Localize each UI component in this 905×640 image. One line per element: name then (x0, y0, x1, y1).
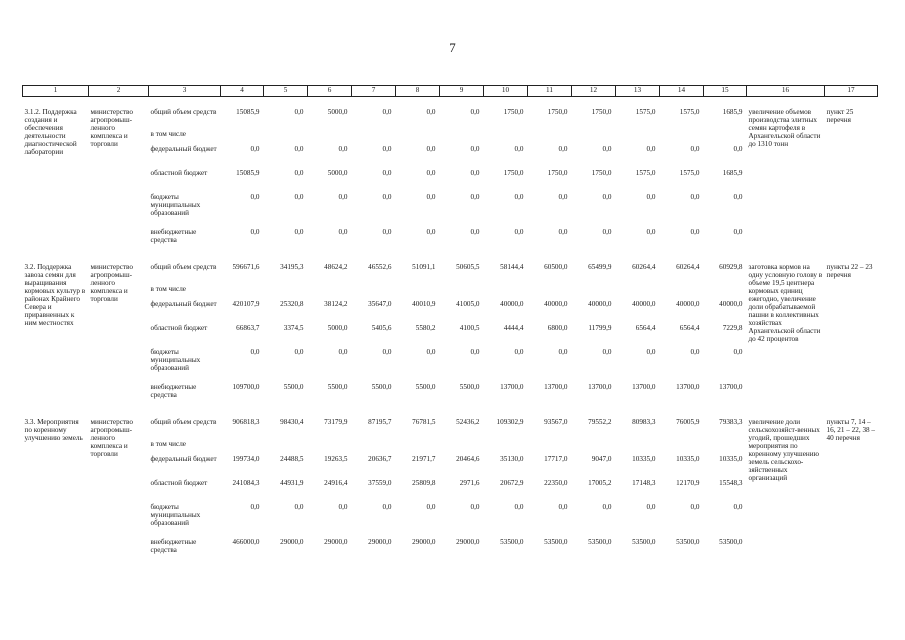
column-number: 3 (149, 86, 221, 97)
amount-cell: 1575,0 (635, 108, 656, 116)
amount-cell: 0,0 (294, 145, 304, 153)
amount-cell: 40000,0 (719, 300, 743, 308)
amount-cell (440, 285, 484, 300)
amount-cell: 17717,0 (544, 455, 568, 463)
amount-cell: 0,0 (294, 228, 304, 236)
amount-cell: 0,0 (338, 228, 348, 236)
amount-cell: 66863,7 (236, 324, 260, 332)
amount-cell (264, 285, 308, 300)
amount-cell: 5500,0 (283, 383, 304, 391)
amount-cell: 0,0 (426, 108, 436, 116)
funding-source: общий объем средств (150, 263, 217, 271)
amount-cell: 6564,4 (679, 324, 700, 332)
amount-cell: 52436,2 (456, 418, 480, 426)
amount-cell: 0,0 (294, 169, 304, 177)
amount-cell: 13700,0 (632, 383, 656, 391)
amount-cell: 48624,2 (324, 263, 348, 271)
amount-cell: 0,0 (558, 145, 568, 153)
amount-cell: 596671,6 (232, 263, 260, 271)
budget-table (22, 85, 878, 562)
funding-source: внебюджетные средства (150, 383, 197, 399)
amount-cell (264, 440, 308, 455)
amount-cell: 5500,0 (371, 383, 392, 391)
column-number: 9 (440, 86, 484, 97)
amount-cell (660, 440, 704, 455)
table-row (23, 108, 878, 130)
amount-cell: 22350,0 (544, 479, 568, 487)
amount-cell: 15085,9 (236, 169, 260, 177)
reference-note: пункты 7, 14 – 16, 21 – 22, 38 – 40 перечня (826, 418, 876, 442)
amount-cell: 15085,9 (236, 108, 260, 116)
funding-source: федеральный бюджет (150, 300, 217, 308)
amount-cell: 0,0 (426, 228, 436, 236)
amount-cell: 29000,0 (412, 538, 436, 546)
amount-cell (660, 285, 704, 300)
amount-cell (660, 130, 704, 145)
amount-cell: 0,0 (382, 108, 392, 116)
amount-cell: 0,0 (514, 193, 524, 201)
amount-cell: 0,0 (602, 348, 612, 356)
amount-cell: 46552,6 (368, 263, 392, 271)
amount-cell: 60500,0 (544, 263, 568, 271)
amount-cell: 12170,9 (676, 479, 700, 487)
amount-cell: 5500,0 (459, 383, 480, 391)
amount-cell: 29000,0 (456, 538, 480, 546)
amount-cell: 0,0 (382, 193, 392, 201)
amount-cell: 0,0 (426, 169, 436, 177)
page-number: 7 (449, 40, 456, 55)
amount-cell: 3374,5 (283, 324, 304, 332)
funding-source: бюджеты муниципальных образований (150, 348, 201, 372)
amount-cell: 0,0 (602, 145, 612, 153)
amount-cell (264, 130, 308, 145)
amount-cell (616, 440, 660, 455)
column-number: 10 (484, 86, 528, 97)
amount-cell: 13700,0 (500, 383, 524, 391)
amount-cell (396, 285, 440, 300)
amount-cell: 1750,0 (547, 108, 568, 116)
column-number: 5 (264, 86, 308, 97)
expected-result: заготовка кормов на одну условную голову в объеме 19,5 центнера кормовых единиц ежегодно, увеличение доли обрабатываемой пашни в коллективных хозяйствах Архангельской области до 42 процентов (748, 263, 823, 343)
amount-cell: 98430,4 (280, 418, 304, 426)
amount-cell: 15548,3 (719, 479, 743, 487)
amount-cell: 0,0 (426, 145, 436, 153)
amount-cell: 79383,3 (719, 418, 743, 426)
amount-cell: 0,0 (382, 145, 392, 153)
amount-cell: 6800,0 (547, 324, 568, 332)
amount-cell: 0,0 (426, 348, 436, 356)
amount-cell: 93567,0 (544, 418, 568, 426)
amount-cell (308, 285, 352, 300)
group-spacer (23, 252, 878, 263)
amount-cell: 0,0 (338, 348, 348, 356)
amount-cell: 40000,0 (676, 300, 700, 308)
amount-cell: 20636,7 (368, 455, 392, 463)
amount-cell: 0,0 (294, 108, 304, 116)
executor-name: министерство агропромыш-ленного комплекса и торговли (90, 263, 133, 303)
amount-cell: 34195,3 (280, 263, 304, 271)
amount-cell: 109700,0 (232, 383, 260, 391)
amount-cell: 60264,4 (676, 263, 700, 271)
column-number: 14 (660, 86, 704, 97)
column-number: 4 (221, 86, 264, 97)
amount-cell: 29000,0 (280, 538, 304, 546)
amount-cell: 40000,0 (632, 300, 656, 308)
amount-cell: 1685,9 (722, 169, 743, 177)
amount-cell: 0,0 (646, 193, 656, 201)
amount-cell: 5000,0 (327, 324, 348, 332)
amount-cell: 0,0 (558, 228, 568, 236)
amount-cell: 38124,2 (324, 300, 348, 308)
amount-cell: 466000,0 (232, 538, 260, 546)
amount-cell: 1750,0 (503, 169, 524, 177)
column-number: 12 (572, 86, 616, 97)
amount-cell: 0,0 (338, 503, 348, 511)
amount-cell: 41005,0 (456, 300, 480, 308)
amount-cell: 0,0 (470, 169, 480, 177)
column-number: 11 (528, 86, 572, 97)
amount-cell: 20672,9 (500, 479, 524, 487)
amount-cell: 0,0 (294, 503, 304, 511)
amount-cell: 20464,6 (456, 455, 480, 463)
amount-cell: 5500,0 (327, 383, 348, 391)
amount-cell: 29000,0 (324, 538, 348, 546)
amount-cell (528, 440, 572, 455)
amount-cell: 0,0 (514, 228, 524, 236)
amount-cell: 29000,0 (368, 538, 392, 546)
amount-cell: 5580,2 (415, 324, 436, 332)
amount-cell (484, 440, 528, 455)
amount-cell: 76781,5 (412, 418, 436, 426)
amount-cell (352, 285, 396, 300)
column-number: 8 (396, 86, 440, 97)
measure-name: 3.2. Поддержка завоза семян для выращивания кормовых культур в районах Крайнего Севера и приравненных к ним местностях (24, 263, 86, 327)
amount-cell: 0,0 (250, 348, 260, 356)
column-number: 6 (308, 86, 352, 97)
amount-cell: 1750,0 (503, 108, 524, 116)
amount-cell: 0,0 (690, 348, 700, 356)
amount-cell: 13700,0 (676, 383, 700, 391)
amount-cell: 0,0 (733, 348, 743, 356)
amount-cell: 5500,0 (415, 383, 436, 391)
amount-cell (308, 440, 352, 455)
funding-source: в том числе (150, 440, 186, 448)
amount-cell: 53500,0 (544, 538, 568, 546)
amount-cell (221, 130, 264, 145)
amount-cell (704, 130, 747, 145)
amount-cell: 0,0 (250, 228, 260, 236)
amount-cell (616, 130, 660, 145)
group-spacer (23, 407, 878, 418)
amount-cell: 35130,0 (500, 455, 524, 463)
amount-cell: 109302,9 (496, 418, 524, 426)
measure-name: 3.1.2. Поддержка создания и обеспечения деятельности диагностической лаборатории (24, 108, 77, 156)
amount-cell: 65499,9 (588, 263, 612, 271)
amount-cell: 13700,0 (588, 383, 612, 391)
group-spacer (23, 97, 878, 109)
amount-cell: 0,0 (338, 145, 348, 153)
amount-cell: 0,0 (602, 228, 612, 236)
amount-cell (352, 440, 396, 455)
amount-cell: 24488,5 (280, 455, 304, 463)
amount-cell: 44931,9 (280, 479, 304, 487)
amount-cell: 0,0 (514, 145, 524, 153)
amount-cell: 53500,0 (719, 538, 743, 546)
amount-cell: 0,0 (470, 348, 480, 356)
amount-cell: 420107,9 (232, 300, 260, 308)
amount-cell: 13700,0 (544, 383, 568, 391)
amount-cell: 0,0 (514, 503, 524, 511)
amount-cell: 0,0 (690, 145, 700, 153)
amount-cell: 40000,0 (588, 300, 612, 308)
amount-cell: 60264,4 (632, 263, 656, 271)
amount-cell: 0,0 (733, 228, 743, 236)
column-number: 7 (352, 86, 396, 97)
column-number-row (23, 86, 878, 97)
amount-cell (484, 285, 528, 300)
amount-cell: 0,0 (294, 348, 304, 356)
amount-cell: 1750,0 (547, 169, 568, 177)
amount-cell: 1685,9 (722, 108, 743, 116)
amount-cell: 0,0 (382, 228, 392, 236)
amount-cell: 58144,4 (500, 263, 524, 271)
amount-cell: 19263,5 (324, 455, 348, 463)
column-number: 1 (23, 86, 89, 97)
amount-cell: 76005,9 (676, 418, 700, 426)
expected-result: увеличение объемов производства элитных семян картофеля в Архангельской области до 1310 тонн (748, 108, 821, 148)
amount-cell: 87195,7 (368, 418, 392, 426)
table-row (23, 418, 878, 440)
amount-cell: 1575,0 (635, 169, 656, 177)
table-row (23, 263, 878, 285)
amount-cell: 4100,5 (459, 324, 480, 332)
amount-cell: 0,0 (470, 145, 480, 153)
amount-cell: 0,0 (338, 193, 348, 201)
amount-cell: 9047,0 (591, 455, 612, 463)
funding-source: внебюджетные средства (150, 538, 197, 554)
amount-cell: 0,0 (690, 503, 700, 511)
amount-cell: 17148,3 (632, 479, 656, 487)
amount-cell: 0,0 (514, 348, 524, 356)
amount-cell (572, 440, 616, 455)
funding-source: внебюджетные средства (150, 228, 197, 244)
amount-cell: 5000,0 (327, 108, 348, 116)
amount-cell: 0,0 (646, 348, 656, 356)
amount-cell: 25809,8 (412, 479, 436, 487)
amount-cell: 1750,0 (591, 169, 612, 177)
amount-cell: 10335,0 (719, 455, 743, 463)
amount-cell: 0,0 (250, 193, 260, 201)
amount-cell: 5000,0 (327, 169, 348, 177)
amount-cell: 50605,5 (456, 263, 480, 271)
amount-cell: 906818,3 (232, 418, 260, 426)
amount-cell: 2971,6 (459, 479, 480, 487)
amount-cell: 53500,0 (588, 538, 612, 546)
amount-cell: 5405,6 (371, 324, 392, 332)
amount-cell (572, 130, 616, 145)
amount-cell (704, 285, 747, 300)
funding-source: федеральный бюджет (150, 145, 217, 153)
amount-cell: 0,0 (382, 169, 392, 177)
amount-cell: 6564,4 (635, 324, 656, 332)
amount-cell: 1750,0 (591, 108, 612, 116)
amount-cell: 25320,8 (280, 300, 304, 308)
amount-cell: 0,0 (470, 108, 480, 116)
funding-source: бюджеты муниципальных образований (150, 503, 201, 527)
amount-cell: 35647,0 (368, 300, 392, 308)
amount-cell: 0,0 (426, 193, 436, 201)
amount-cell: 0,0 (558, 193, 568, 201)
amount-cell: 0,0 (690, 193, 700, 201)
amount-cell: 13700,0 (719, 383, 743, 391)
amount-cell (616, 285, 660, 300)
amount-cell: 0,0 (602, 503, 612, 511)
amount-cell: 24916,4 (324, 479, 348, 487)
amount-cell (396, 130, 440, 145)
amount-cell (352, 130, 396, 145)
amount-cell: 0,0 (250, 145, 260, 153)
amount-cell: 199734,0 (232, 455, 260, 463)
amount-cell (528, 285, 572, 300)
expected-result: увеличение доли сельскохозяйст-венных угодий, прошедших мероприятия по коренному улучшению земель сельскохо-зяйственных организаций (748, 418, 820, 482)
amount-cell: 0,0 (250, 503, 260, 511)
funding-source: в том числе (150, 285, 186, 293)
amount-cell (221, 285, 264, 300)
amount-cell: 0,0 (602, 193, 612, 201)
reference-note: пункт 25 перечня (826, 108, 854, 124)
amount-cell (221, 440, 264, 455)
amount-cell: 0,0 (470, 193, 480, 201)
amount-cell: 0,0 (646, 228, 656, 236)
amount-cell: 40010,9 (412, 300, 436, 308)
amount-cell: 40000,0 (500, 300, 524, 308)
funding-source: общий объем средств (150, 108, 217, 116)
amount-cell: 0,0 (733, 503, 743, 511)
amount-cell: 80983,3 (632, 418, 656, 426)
amount-cell: 0,0 (558, 503, 568, 511)
amount-cell: 0,0 (646, 145, 656, 153)
amount-cell: 0,0 (733, 145, 743, 153)
amount-cell: 11799,9 (588, 324, 612, 332)
column-number: 15 (704, 86, 747, 97)
amount-cell: 21971,7 (412, 455, 436, 463)
funding-source: областной бюджет (150, 169, 208, 177)
amount-cell: 7229,8 (722, 324, 743, 332)
amount-cell (308, 130, 352, 145)
amount-cell: 17005,2 (588, 479, 612, 487)
column-number: 13 (616, 86, 660, 97)
amount-cell: 0,0 (470, 228, 480, 236)
amount-cell: 0,0 (294, 193, 304, 201)
amount-cell: 40000,0 (544, 300, 568, 308)
amount-cell: 0,0 (690, 228, 700, 236)
amount-cell: 10335,0 (632, 455, 656, 463)
amount-cell (704, 440, 747, 455)
amount-cell: 53500,0 (676, 538, 700, 546)
funding-source: федеральный бюджет (150, 455, 217, 463)
amount-cell: 4444,4 (503, 324, 524, 332)
amount-cell: 0,0 (382, 348, 392, 356)
funding-source: бюджеты муниципальных образований (150, 193, 201, 217)
amount-cell: 241084,3 (232, 479, 260, 487)
column-number: 16 (747, 86, 825, 97)
executor-name: министерство агропромыш-ленного комплекса и торговли (90, 108, 133, 148)
amount-cell: 37559,0 (368, 479, 392, 487)
amount-cell: 0,0 (733, 193, 743, 201)
column-number: 2 (89, 86, 149, 97)
amount-cell (528, 130, 572, 145)
amount-cell: 79552,2 (588, 418, 612, 426)
funding-source: областной бюджет (150, 324, 208, 332)
amount-cell: 53500,0 (632, 538, 656, 546)
amount-cell: 1575,0 (679, 169, 700, 177)
amount-cell: 0,0 (426, 503, 436, 511)
amount-cell (440, 440, 484, 455)
amount-cell (484, 130, 528, 145)
amount-cell: 1575,0 (679, 108, 700, 116)
amount-cell: 60929,8 (719, 263, 743, 271)
funding-source: общий объем средств (150, 418, 217, 426)
amount-cell: 0,0 (470, 503, 480, 511)
amount-cell: 10335,0 (676, 455, 700, 463)
amount-cell (440, 130, 484, 145)
amount-cell: 0,0 (382, 503, 392, 511)
amount-cell (396, 440, 440, 455)
funding-source: в том числе (150, 130, 186, 138)
amount-cell: 0,0 (646, 503, 656, 511)
reference-note: пункты 22 – 23 перечня (826, 263, 873, 279)
column-number: 17 (825, 86, 878, 97)
executor-name: министерство агропромыш-ленного комплекса и торговли (90, 418, 133, 458)
amount-cell (572, 285, 616, 300)
measure-name: 3.3. Мероприятия по коренному улучшению земель (24, 418, 83, 442)
amount-cell: 0,0 (558, 348, 568, 356)
amount-cell: 51091,1 (412, 263, 436, 271)
amount-cell: 73179,9 (324, 418, 348, 426)
funding-source: областной бюджет (150, 479, 208, 487)
amount-cell: 53500,0 (500, 538, 524, 546)
